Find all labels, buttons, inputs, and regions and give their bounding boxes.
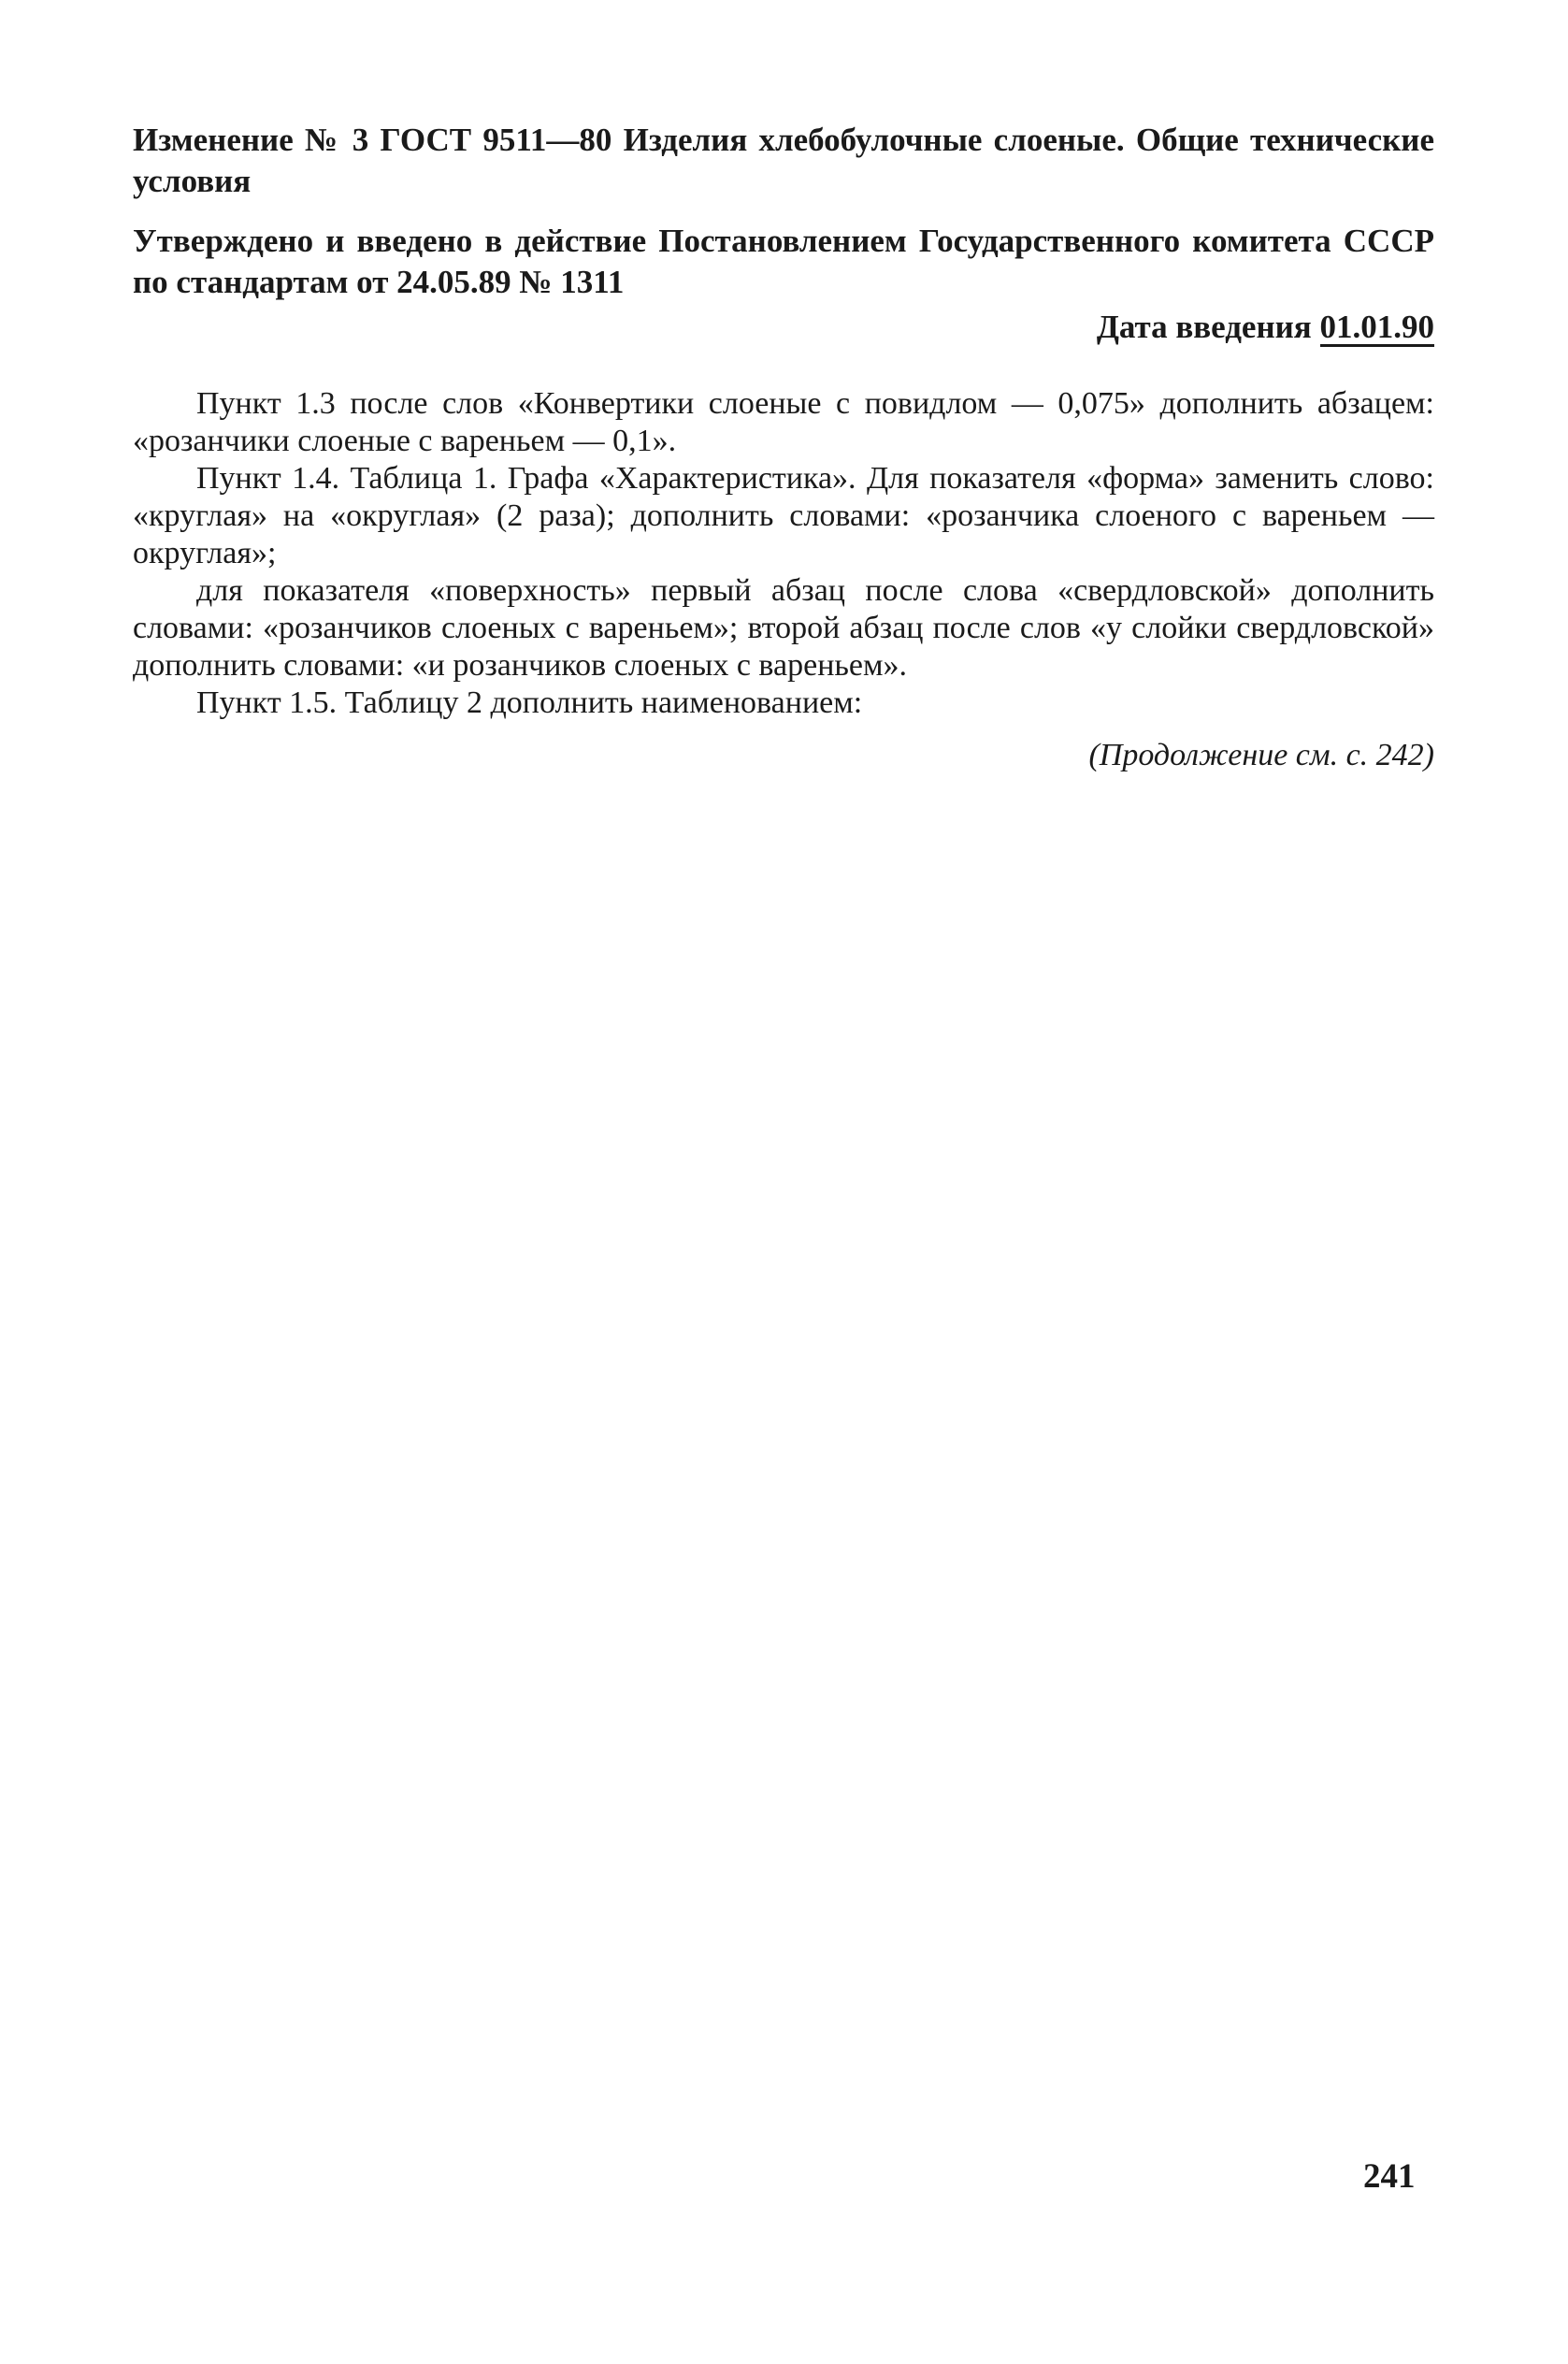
effective-date-label: Дата введения (1096, 309, 1312, 345)
document-title: Изменение № 3 ГОСТ 9511—80 Изделия хлебобулочные слоеные. Общие технические условия (133, 122, 1434, 199)
effective-date-value: 01.01.90 (1319, 309, 1434, 345)
approval-statement: Утверждено и введено в действие Постановлением Государственного комитета СССР по стандартам от 24.05.89 № 1311 (133, 223, 1434, 300)
continuation-note: (Продолжение см. с. 242) (1088, 738, 1434, 772)
document-body (133, 385, 1434, 722)
document-page (133, 120, 1434, 774)
paragraph: Пункт 1.4. Таблица 1. Графа «Характеристика». Для показателя «форма» заменить слово: «круглая» на «округлая» (2 раза); дополнить словами: «розанчика слоеного с вареньем — округлая»; (133, 461, 1434, 570)
paragraph: для показателя «поверхность» первый абзац после слова «свердловской» дополнить словами: «розанчиков слоеных с вареньем»; второй абзац после слов «у слойки свердловской» дополнить словами: «и розанчиков слоеных с вареньем». (133, 573, 1434, 683)
paragraph: Пункт 1.3 после слов «Конвертики слоеные с повидлом — 0,075» дополнить абзацем: «розанчики слоеные с вареньем — 0,1». (133, 386, 1434, 458)
effective-date-line (133, 307, 1434, 348)
paragraph: Пункт 1.5. Таблицу 2 дополнить наименованием: (196, 685, 863, 720)
page-number: 241 (1363, 2157, 1416, 2196)
